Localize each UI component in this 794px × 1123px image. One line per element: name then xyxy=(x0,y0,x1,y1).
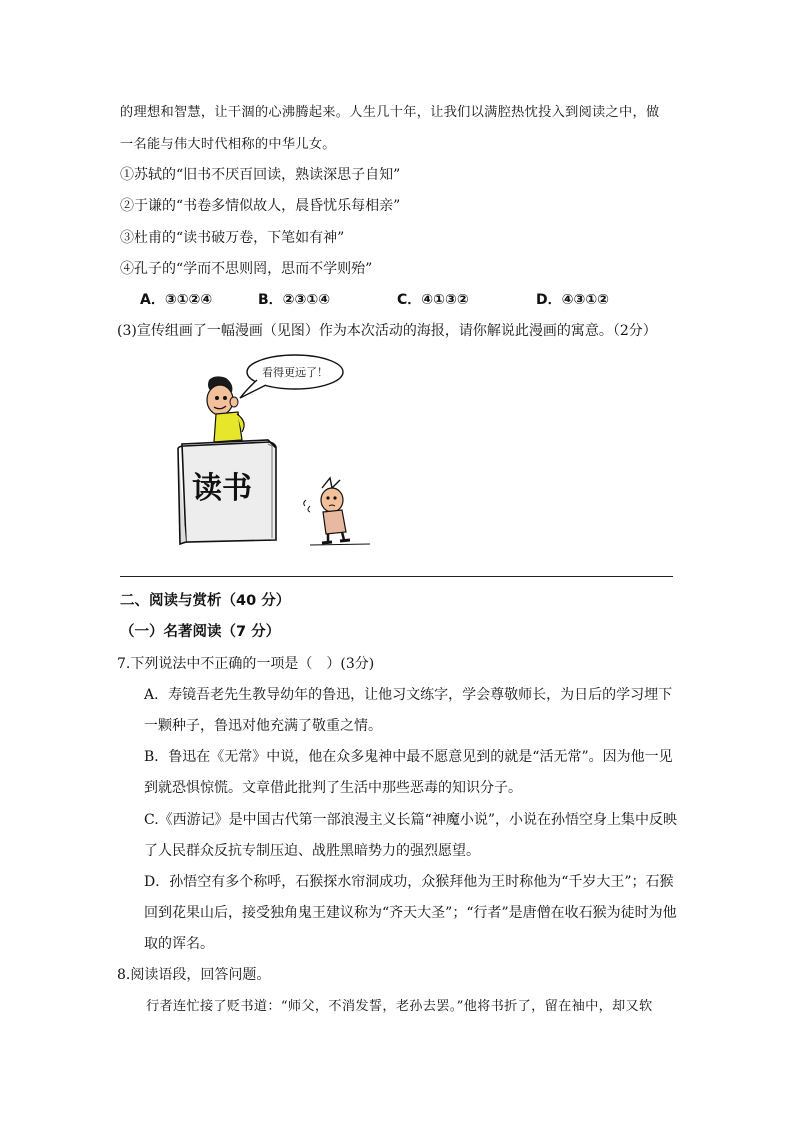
question-7-stem: 7.下列说法中不正确的一项是（ ）(3分) xyxy=(117,656,375,672)
q7-option-c-line-1: C.《西游记》是中国古代第一部浪漫主义长篇“神魔小说”，小说在孙悟空身上集中反映 xyxy=(144,812,677,828)
option-d: D．④③①② xyxy=(536,292,610,308)
section-divider xyxy=(120,576,673,577)
option-b: B．②③①④ xyxy=(258,292,331,308)
quote-1: ①苏轼的“旧书不厌百回读，熟读深思子自知” xyxy=(120,167,401,183)
q7-option-a-line-1: A．寿镜吾老先生教导幼年的鲁迅，让他习文练字，学会尊敬师长，为日后的学习埋下 xyxy=(144,687,673,703)
q7-option-d-line-1: D．孙悟空有多个称呼，石猴探水帘洞成功，众猴拜他为王时称他为“千岁大王”；石猴 xyxy=(144,874,674,890)
reading-comic xyxy=(160,348,385,548)
q7-option-c-line-2: 了人民群众反抗专制压迫、战胜黑暗势力的强烈愿望。 xyxy=(144,843,480,859)
small-child xyxy=(304,478,370,545)
q7-option-d-line-3: 取的诨名。 xyxy=(144,936,214,952)
q8-excerpt: 行者连忙接了贬书道：“师父，不消发誓，老孙去罢。”他将书折了，留在袖中，却又软 xyxy=(146,999,653,1014)
quote-2: ②于谦的“书卷多情似故人，晨昏忧乐每相亲” xyxy=(120,198,401,214)
quote-3: ③杜甫的“读书破万卷，下笔如有神” xyxy=(120,230,345,246)
book-title: 读书 xyxy=(192,471,252,506)
option-c: C．④①③② xyxy=(397,292,469,308)
q7-option-d-line-2: 回到花果山后，接受独角鬼王建议称为“齐天大圣”；“行者”是唐僧在收石猴为徒时为他 xyxy=(144,905,677,921)
quote-4: ④孔子的“学而不思则罔，思而不学则殆” xyxy=(120,261,373,277)
q7-option-b-line-1: B．鲁迅在《无常》中说，他在众多鬼神中最不愿意见到的就是“活无常”。因为他一见 xyxy=(144,749,673,765)
speech-text: 看得更远了！ xyxy=(262,366,328,379)
passage-line-1: 的理想和智慧，让干涸的心沸腾起来。人生几十年，让我们以满腔热忱投入到阅读之中，做 xyxy=(120,105,660,120)
subsection-1-title: （一）名著阅读（7 分） xyxy=(120,624,281,640)
q7-option-a-line-2: 一颗种子，鲁迅对他充满了敬重之情。 xyxy=(144,718,382,734)
speech-bubble xyxy=(240,355,343,398)
question-3: (3)宣传组画了一幅漫画（见图）作为本次活动的海报，请你解说此漫画的寓意。（2分） xyxy=(117,323,657,339)
passage-line-2: 一名能与伟大时代相称的中华儿女。 xyxy=(120,137,336,152)
question-8-stem: 8.阅读语段，回答问题。 xyxy=(117,967,271,983)
q7-option-b-line-2: 到就恐惧惊慌。文章借此批判了生活中那些恶毒的知识分子。 xyxy=(144,780,522,796)
section-2-title: 二、阅读与赏析（40 分） xyxy=(120,593,291,609)
option-a: A．③①②④ xyxy=(140,292,213,308)
book-block xyxy=(178,440,276,544)
